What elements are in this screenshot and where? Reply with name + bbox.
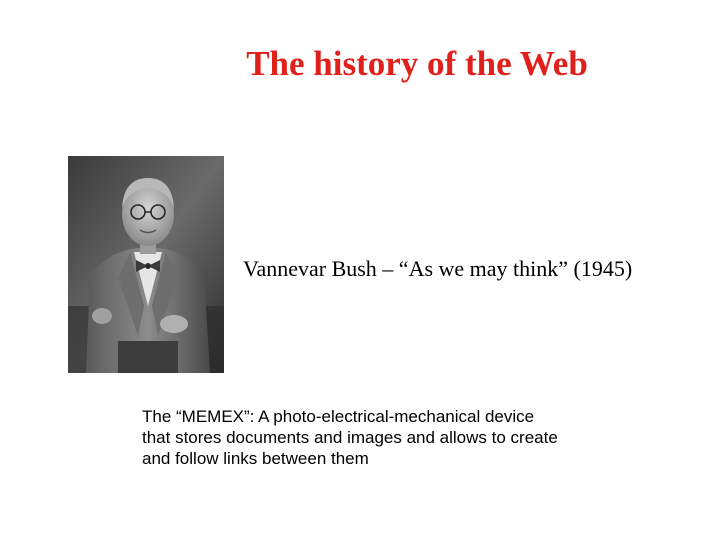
description-line: that stores documents and images and allows to create xyxy=(142,428,558,447)
description-line: The “MEMEX”: A photo-electrical-mechanical device xyxy=(142,407,535,426)
memex-description xyxy=(142,406,612,469)
photo-caption: Vannevar Bush – “As we may think” (1945) xyxy=(243,256,633,281)
portrait-photo-drawing xyxy=(68,156,224,373)
slide-title: The history of the Web xyxy=(246,44,588,83)
portrait-photo xyxy=(68,156,224,373)
description-line: and follow links between them xyxy=(142,449,369,468)
